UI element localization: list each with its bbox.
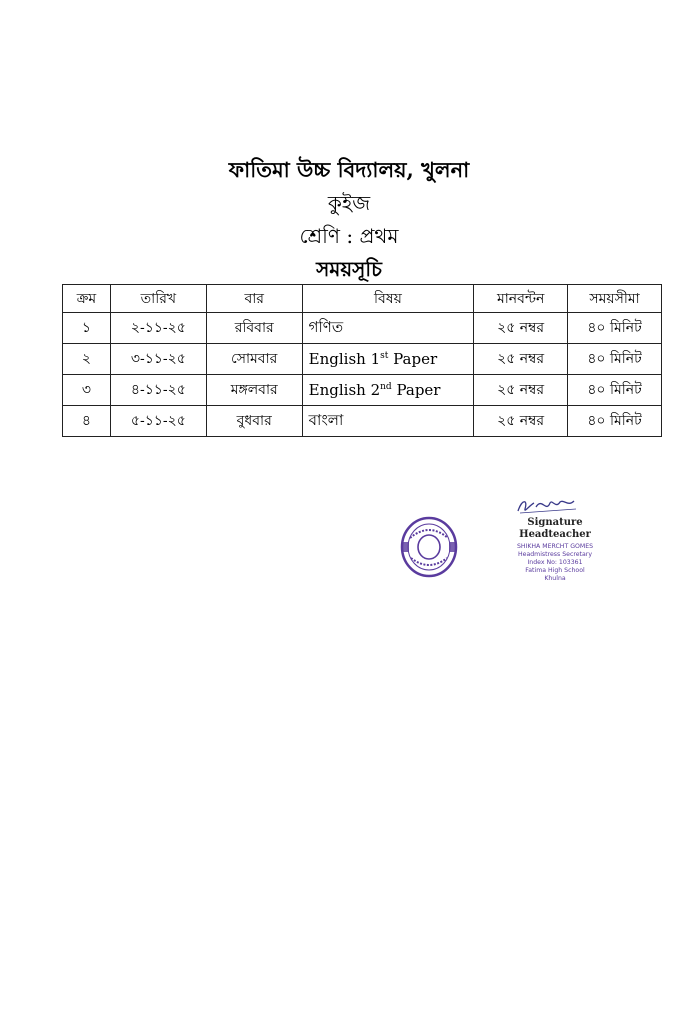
stamp-line: SHIKHA MERCHT GOMES	[516, 543, 594, 550]
stamp-line: Khulna	[544, 575, 566, 582]
cell-serial: ২	[63, 344, 111, 375]
table-row	[63, 375, 662, 406]
stamp-line: Index No: 103361	[527, 559, 583, 566]
subject-ordinal: nd	[380, 382, 392, 392]
cell-serial: ৩	[63, 375, 111, 406]
class-line: শ্রেণি : প্রথম	[299, 224, 399, 248]
school-seal-icon	[400, 516, 458, 578]
col-serial: ক্রম	[63, 285, 111, 313]
cell-date: ৫-১১-২৫	[110, 406, 206, 437]
col-day: বার	[206, 285, 302, 313]
cell-date: ৪-১১-২৫	[110, 375, 206, 406]
school-name: ফাতিমা উচ্চ বিদ্যালয়, খুলনা	[228, 157, 470, 182]
cell-marks: ২৫ নম্বর	[474, 313, 568, 344]
exam-title: কুইজ	[327, 191, 371, 215]
cell-day: সোমবার	[206, 344, 302, 375]
handwritten-signature-icon	[512, 493, 582, 517]
cell-subject	[302, 375, 474, 406]
cell-subject: গণিত	[302, 313, 474, 344]
table-row	[63, 406, 662, 437]
schedule-title: সময়সূচি	[316, 257, 382, 281]
subject-text: English 2	[308, 381, 381, 399]
col-duration: সময়সীমা	[568, 285, 662, 313]
cell-day: বুধবার	[206, 406, 302, 437]
table-header-row	[63, 285, 662, 313]
schedule-table	[62, 284, 662, 437]
cell-subject	[302, 344, 474, 375]
cell-day: মঙ্গলবার	[206, 375, 302, 406]
cell-serial: ১	[63, 313, 111, 344]
cell-duration: ৪০ মিনিট	[568, 344, 662, 375]
cell-day: রবিবার	[206, 313, 302, 344]
stamp-line: Headmistress Secretary	[518, 551, 592, 558]
cell-serial: ৪	[63, 406, 111, 437]
cell-marks: ২৫ নম্বর	[474, 344, 568, 375]
col-subject: বিষয়	[302, 285, 474, 313]
cell-date: ৩-১১-২৫	[110, 344, 206, 375]
cell-subject: বাংলা	[302, 406, 474, 437]
cell-marks: ২৫ নম্বর	[474, 375, 568, 406]
table-row	[63, 344, 662, 375]
headteacher-label: Headteacher	[519, 529, 591, 540]
subject-ordinal: st	[380, 351, 389, 361]
cell-duration: ৪০ মিনিট	[568, 406, 662, 437]
cell-marks: ২৫ নম্বর	[474, 406, 568, 437]
official-stamp	[500, 543, 610, 583]
signature-block	[500, 493, 610, 583]
subject-tail: Paper	[388, 350, 438, 368]
signature-label: Signature	[527, 517, 583, 528]
col-date: তারিখ	[110, 285, 206, 313]
cell-date: ২-১১-২৫	[110, 313, 206, 344]
col-marks: মানবন্টন	[474, 285, 568, 313]
stamp-line: Fatima High School	[525, 567, 585, 574]
subject-text: English 1	[308, 350, 381, 368]
cell-duration: ৪০ মিনিট	[568, 375, 662, 406]
subject-tail: Paper	[391, 381, 441, 399]
cell-duration: ৪০ মিনিট	[568, 313, 662, 344]
table-row	[63, 313, 662, 344]
